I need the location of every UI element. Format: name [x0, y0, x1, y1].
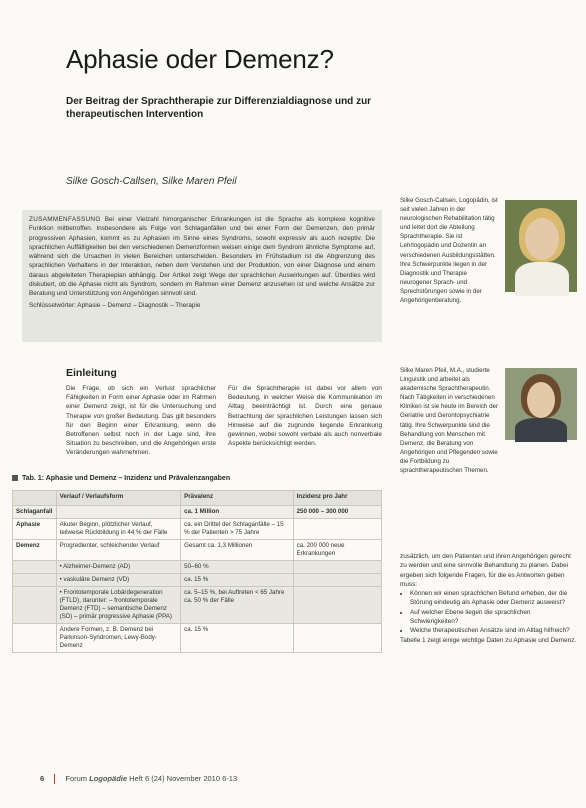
- table-header-row: [13, 491, 382, 506]
- abstract-text: Bei einer Vielzahl hirnorganischer Erkrankungen ist die Sprache als komplexe kognitive Funktion mitbetroffen. Insbesondere als Folge von Schlaganfällen und bei einer Form der Demenzen, den primär progressiven Aphasien, kommt es zu Aphasien im Sinne eines Syndroms, sowohl expressiv als auch rezeptiv. Die sprachlichen Auffälligkeiten bei den verschiedenen Demenzformen weisen einige dem Syndrom ähnliche Symptome auf, während sich die Ursachen in vielen Bereichen unterscheiden. Besonders im Frühstadium ist die Abgrenzung des sprachlichen Verhaltens in der Interaktion, neben dem Verstehen und der Produktion, von einer Diagnose und einem daraus abgeleiteten Therapieplan abhängig. Der Artikel zeigt Wege der sprachlichen Auswirkungen auf. Überdies wird diskutiert, ob die Aphasie nicht als Syndrom, sondern im Rahmen einer Demenz anzusehen ist und welche Ansätze zur Beratung und Unterstützung von Angehörigen sinnvoll sind.: [29, 216, 375, 298]
- table-cell: [13, 574, 57, 587]
- table-cell: • Alzheimer-Demenz (AD): [56, 561, 181, 574]
- table-cell: [293, 519, 381, 540]
- table-cell: ca. 200 000 neue Erkrankungen: [293, 540, 381, 561]
- table-cell: Schlaganfall: [13, 506, 57, 519]
- author-photo-1: [505, 200, 577, 292]
- caption-square-icon: [12, 475, 18, 481]
- author-bio-1-cont: [400, 292, 578, 352]
- table-header-cell: [13, 491, 57, 506]
- table-cell: Andere Formen, z. B. Demenz bei Parkinson-Syndromen, Lewy-Body-Demenz: [56, 624, 181, 653]
- journal-name: Forum: [65, 774, 88, 783]
- issue-info: Heft 6 (24) November 2010: [129, 774, 221, 783]
- table-cell: [293, 587, 381, 624]
- page-range: 6-13: [222, 774, 238, 783]
- table-caption: [12, 475, 230, 482]
- table-cell: Akuter Beginn, plötzlicher Verlauf, teilweise Rückbildung in 44 % der Fälle: [56, 519, 181, 540]
- abstract-keywords: Schlüsselwörter: Aphasie – Demenz – Diagnostik – Therapie: [29, 301, 201, 309]
- table-cell: Progredienter, schleichender Verlauf: [56, 540, 181, 561]
- table-cell: ca. 15 %: [181, 574, 293, 587]
- table-body: [13, 506, 382, 653]
- table-row: [13, 587, 382, 624]
- page-number: 6: [40, 774, 45, 783]
- table-cell: [13, 624, 57, 653]
- author-line: Silke Gosch-Callsen, Silke Maren Pfeil: [66, 176, 237, 187]
- journal-brand: Logopädie: [89, 774, 128, 783]
- right-column-outro: Tabelle 1 zeigt einige wichtige Daten zu Aphasie und Demenz.: [400, 636, 577, 644]
- article-title: Aphasie oder Demenz?: [66, 44, 334, 74]
- question-list: [400, 589, 578, 635]
- table-cell: [56, 506, 181, 519]
- intro-column-2: Für die Sprachtherapie ist dabei vor allem von Bedeutung, in welcher Weise die Kommunikation im Alltag beeinträchtigt ist. Durch eine genaue Betrachtung der sprachlichen Leistungen lassen sich Hinweise auf die zugrunde liegende Erkrankung gewinnen, wobei sowohl verbale als auch nonverbale Aspekte berücksichtigt werden.: [228, 385, 382, 448]
- list-item: • Welche therapeutischen Ansätze sind im Alltag hilfreich?: [410, 626, 578, 635]
- table-cell: [293, 561, 381, 574]
- table-cell: 50–60 %: [181, 561, 293, 574]
- table-cell: • vaskuläre Demenz (VD): [56, 574, 181, 587]
- right-column: [400, 552, 578, 752]
- table-cell: [293, 624, 381, 653]
- table-cell: Demenz: [13, 540, 57, 561]
- table-row: [13, 574, 382, 587]
- table-header-cell: Prävalenz: [181, 491, 293, 506]
- table-cell: [13, 561, 57, 574]
- table-cell: ca. 15 %: [181, 624, 293, 653]
- table-cell: ca. ein Drittel der Schlaganfälle – 15 % der Patienten > 75 Jahre: [181, 519, 293, 540]
- article-subtitle: Der Beitrag der Sprachtherapie zur Differenzialdiagnose und zur therapeutischen Intervention: [66, 96, 372, 120]
- page-footer: [40, 774, 237, 784]
- table-cell: ca. 5–15 %, bei Auftreten < 65 Jahre ca. 50 % der Fälle: [181, 587, 293, 624]
- right-column-intro: zusätzlich, um den Patienten und ihren Angehörigen gerecht zu werden und eine sinnvolle Behandlung zu planen. Dabei ergeben sich folgende Fragen, für die es Antworten geben muss:: [400, 553, 571, 588]
- section-heading: Einleitung: [66, 367, 117, 379]
- author-photo-2: [505, 368, 577, 440]
- table-cell: [13, 587, 57, 624]
- table-caption-text: Tab. 1: Aphasie und Demenz – Inzidenz und Prävalenzangaben: [22, 475, 231, 482]
- abstract-label: ZUSAMMENFASSUNG: [29, 216, 101, 223]
- table-row: [13, 561, 382, 574]
- list-item: • Können wir einen sprachlichen Befund erheben, der die Störung eindeutig als Aphasie oder Demenz ausweist?: [410, 589, 578, 608]
- table-row: [13, 506, 382, 519]
- table-cell: 250 000 – 300 000: [293, 506, 381, 519]
- table-row: [13, 519, 382, 540]
- table-header-cell: Verlauf / Verlaufsform: [56, 491, 181, 506]
- table-cell: [293, 574, 381, 587]
- author-bio-2: Silke Maren Pfeil, M.A., studierte Linguistik und arbeitet als akademische Sprachtherapeutin. Nach Tätigkeiten in verschiedenen Kliniken ist sie heute im Bereich der Geriatrie und Gerontopsychiatrie tätig. Ihre Schwerpunkte sind die Behandlung von Menschen mit Demenz, die Beratung von Angehörigen und Pflegenden sowie die Fortbildung zu sprachtherapeutischen Themen.: [400, 367, 499, 475]
- table-row: [13, 624, 382, 653]
- list-item: • Auf welcher Ebene liegen die sprachlichen Schwierigkeiten?: [410, 608, 578, 627]
- table-cell: Gesamt ca. 1,3 Millionen: [181, 540, 293, 561]
- intro-column-1: Die Frage, ob sich ein Verlust sprachlicher Fähigkeiten in Form einer Aphasie oder im Rahmen einer Demenz zeigt, ist für die Untersuchung und Therapie von großer Bedeutung. Das gilt besonders für den Beginn einer Erkrankung, wenn die Betroffenen selbst noch in der Lage sind, ihre Situation zu beschreiben, und die Angehörigen erste Veränderungen wahrnehmen.: [66, 385, 216, 457]
- table-header-cell: Inzidenz pro Jahr: [293, 491, 381, 506]
- abstract-box: [22, 210, 382, 342]
- data-table: [12, 490, 382, 653]
- table-cell: • Frontotemporale Lobärdegeneration (FTLD), darunter: – frontotemporale Demenz (FTD) – semantische Demenz (SD) – primär progressive Aphasie (PPA): [56, 587, 181, 624]
- table-cell: Aphasie: [13, 519, 57, 540]
- footer-divider: [54, 774, 55, 784]
- author-bio-1: Silke Gosch-Callsen, Logopädin, ist seit vielen Jahren in der neurologischen Rehabilitation tätig und leitet dort die Abteilung Sprachtherapie. Sie ist Lehrlogopädin und Dozentin an verschiedenen Ausbildungsstätten. Ihre Schwerpunkte liegen in der Diagnostik und Therapie neurogener Sprach- und Sprechstörungen sowie in der Angehörigenberatung.: [400, 197, 498, 305]
- table-cell: ca. 1 Million: [181, 506, 293, 519]
- table-row: [13, 540, 382, 561]
